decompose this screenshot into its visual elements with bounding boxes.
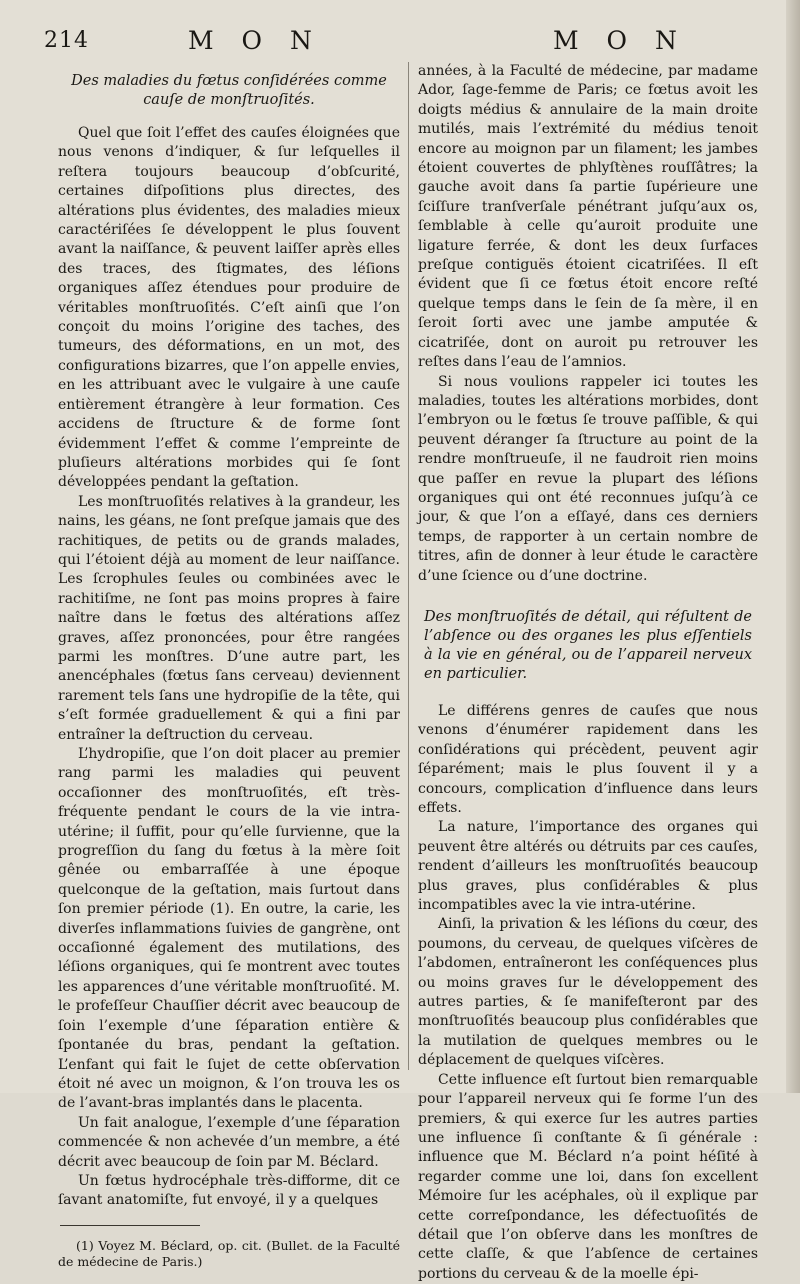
paragraph: Quel que ſoit l’effet des cauſes éloignées que nous venons d’indiquer, & ſur leſquelles il reſtera toujours beaucoup d’obſcurité, certaines diſpoſitions plus directes, des altérations plus évidentes, des maladies mieux caractériſées ſe développent le plus ſouvent avant la naiſſance, & peuvent laiſſer après elles des traces, des ſtigmates, des léſions organiques aſſez étendues pour produire de véritables monſtruoſités. C’eſt ainſi que l’on conçoit du moins l’origine des taches, des tumeurs, des déformations, en un mot, des configurations bizarres, que l’on appelle envies, en les attribuant avec le vulgaire à une cauſe entièrement étrangère à leur formation. Ces accidens de ſtructure & de forme ſont évidemment l’effet & comme l’empreinte de pluſieurs altérations morbides qui ſe ſont développées pendant la geſtation.: [58, 125, 400, 491]
paragraph: Si nous voulions rappeler ici toutes les maladies, toutes les altérations morbides, dont l’embryon ou le fœtus ſe trouve paſſible, & qui peuvent déranger ſa ſtructure au point de la rendre monſtrueuſe, il ne faudroit rien moins que paſſer en revue la plupart des léſions organiques qui ont été reconnues juſqu’à ce jour, & que l’on a eſſayé, dans ces derniers temps, de rapporter à un certain nombre de titres, afin de donner à leur étude le caractère d’une ſcience ou d’une doctrine.: [418, 373, 758, 584]
paragraph: L’hydropiſie, que l’on doit placer au premier rang parmi les maladies qui peuvent occaſionner des monſtruoſités, eſt très-fréquente pendant le cours de la vie intra-utérine; il ſuffit, pour qu’elle ſurvienne, que la progreſſion du ſang du fœtus à la mère ſoit gênée ou embarraſſée à une époque quelconque de la geſtation, mais ſurtout dans ſon premier période (1). En outre, la carie, les diverſes inflammations ſuivies de gangrène, ont occaſionné également des mutilations, des léſions organiques, qui ſe montrent avec toutes les apparences d’une véritable monſtruoſité. M. le profeſſeur Chauſſier décrit avec beaucoup de ſoin l’exemple d’une ſéparation entière & ſpontanée du bras, pendant la geſtation. L’enfant qui fait le ſujet de cette obſervation étoit né avec un moignon, & l’on trouva les os de l’avant-bras implantés dans le placenta.: [58, 746, 400, 1112]
paragraph: Le différens genres de cauſes que nous venons d’énumérer rapidement dans les conſidérations qui précèdent, peuvent agir ſéparément; mais le plus ſouvent il y a concours, complication d’influence dans leurs effets.: [418, 702, 758, 816]
paragraph: années, à la Faculté de médecine, par madame Ador, ſage-femme de Paris; ce fœtus avoit les doigts médius & annulaire de la main droite mutilés, mais l’extrémité du médius tenoit encore au moignon par un filament; les jambes étoient couvertes de phlyſtènes rouſſâtres; la gauche avoit dans ſa partie ſupérieure une ſciſſure tranſverſale pénétrant juſqu’aux os, ſemblable à celle qu’auroit produite une ligature ferrée, & dont les deux ſurfaces preſque contiguës étoient cicatriſées. Il eſt évident que ſi ce fœtus étoit encore reſté quelque temps dans le ſein de ſa mère, il en ſeroit ſorti avec une jambe amputée & cicatriſée, dont on auroit pu retrouver les reſtes dans l’eau de l’amnios.: [418, 63, 758, 371]
paragraph: Un fait analogue, l’exemple d’une ſéparation commencée & non achevée d’un membre, a été décrit avec beaucoup de ſoin par M. Béclard.: [58, 1114, 400, 1170]
right-column: [418, 62, 758, 1282]
paragraph: Un fœtus hydrocéphale très-difforme, dit ce ſavant anatomiſte, fut envoyé, il y a quelques: [58, 1172, 400, 1209]
section-title-monstruosites: Des monſtruoſités de détail, qui réſultent de l’abſence ou des organes les plus eſſentiels à la vie en général, ou de l’appareil nerveux en particulier.: [424, 608, 752, 682]
running-head-left: M O N: [188, 26, 322, 55]
running-head-right: M O N: [553, 26, 687, 55]
paragraph: La nature, l’importance des organes qui peuvent être altérés ou détruits par ces cauſes, rendent d’ailleurs les monſtruoſités beaucoup plus graves, plus conſidérables & plus incompatibles avec la vie intra-utérine.: [418, 819, 758, 914]
footnote-rule: [60, 1225, 200, 1226]
paragraph: Les monſtruoſités relatives à la grandeur, les nains, les géans, ne ſont preſque jamais que des rachitiques, de petits ou de grands malades, qui l’étoient déjà au moment de leur naiſſance. Les ſcrophules ſeules ou combinées avec le rachitiſme, ne ſont pas moins propres à faire naître dans le fœtus des altérations aſſez graves, aſſez prononcées, pour être rangées parmi les monſtres. D’une autre part, les anencéphales (fœtus ſans cerveau) deviennent rarement tels ſans une hydropiſie de la tête, qui s’eſt formée graduellement & qui a fini par entraîner la deſtruction du cerveau.: [58, 493, 400, 743]
section-title-maladies: Des maladies du fœtus conſidérées comme cauſe de monſtruoſités.: [71, 73, 387, 108]
paragraph: Cette influence eſt ſurtout bien remarquable pour l’appareil nerveux qui ſe forme l’un des premiers, & qui exerce ſur les autres parties une influence ſi conſtante & ſi générale : influence que M. Béclard n’a point héſité à regarder comme une loi, dans ſon excellent Mémoire ſur les acéphales, où il explique par cette correſpondance, les défectuoſités de détail que l’on obſerve dans les monſtres de cette claſſe, & que l’abſence de certaines portions du cerveau & de la moelle épi-: [418, 1071, 758, 1282]
page-header: [0, 22, 800, 58]
page-edge-shadow: [786, 0, 800, 1093]
left-column: [58, 62, 400, 1269]
paragraph: Ainſi, la privation & les léſions du cœur, des poumons, du cerveau, de quelques viſcères de l’abdomen, entraîneront les conſéquences plus ou moins graves ſur le développement des autres parties, & ſe manifeſteront par des monſtruoſités beaucoup plus conſidérables que la mutilation de quelques membres ou le déplacement de quelques viſcères.: [418, 916, 758, 1069]
footnote: (1) Voyez M. Béclard, op. cit. (Bullet. de la Faculté de médecine de Paris.): [58, 1237, 400, 1269]
column-divider: [408, 62, 409, 1070]
page-number: 214: [44, 28, 89, 53]
